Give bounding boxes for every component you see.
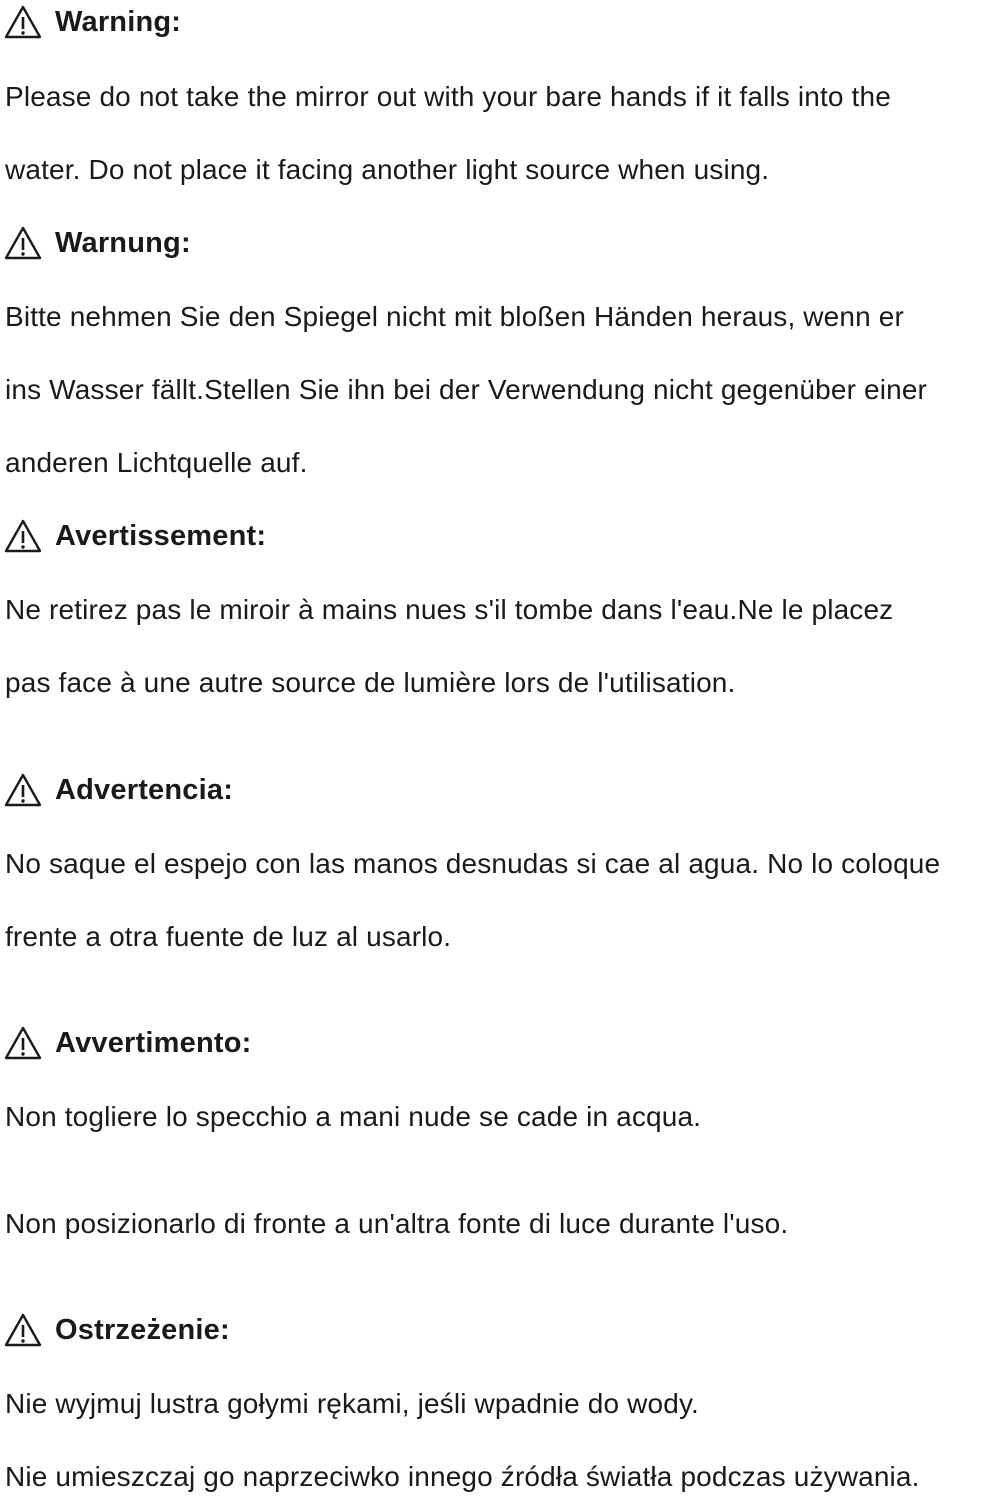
section-text-line: Non togliere lo specchio a mani nude se cade in acqua.: [5, 1101, 702, 1132]
warning-triangle-icon: [4, 519, 42, 553]
section-heading: [0, 516, 266, 556]
section-title: Warning:: [55, 5, 182, 38]
section-heading: [0, 770, 233, 810]
section-title: Ostrzeżenie:: [55, 1313, 230, 1346]
section-text-line: water. Do not place it facing another light source when using.: [5, 154, 770, 185]
section-text-line: pas face à une autre source de lumière lors de l'utilisation.: [5, 667, 736, 698]
section-heading: [0, 2, 181, 42]
warning-triangle-icon: [4, 5, 42, 39]
section-title: Warnung:: [55, 226, 191, 259]
section-heading: [0, 1310, 230, 1350]
section-text-line: anderen Lichtquelle auf.: [5, 447, 308, 478]
section-text-line: No saque el espejo con las manos desnudas si cae al agua. No lo coloque: [5, 848, 941, 879]
section-text-line: frente a otra fuente de luz al usarlo.: [5, 921, 452, 952]
section-heading: [0, 1023, 252, 1063]
section-title: Advertencia:: [55, 773, 234, 806]
warning-triangle-icon: [4, 1313, 42, 1347]
section-title: Avvertimento:: [55, 1026, 252, 1059]
section-text-line: Please do not take the mirror out with your bare hands if it falls into the: [5, 81, 891, 112]
section-text-line: Nie umieszczaj go naprzeciwko innego źródła światła podczas używania.: [5, 1461, 920, 1492]
section-title: Avertissement:: [55, 519, 267, 552]
warning-triangle-icon: [4, 226, 42, 260]
warning-triangle-icon: [4, 773, 42, 807]
section-text-line: Nie wyjmuj lustra gołymi rękami, jeśli wpadnie do wody.: [5, 1388, 699, 1419]
section-heading: [0, 223, 191, 263]
section-text-line: Ne retirez pas le miroir à mains nues s'il tombe dans l'eau.Ne le placez: [5, 594, 894, 625]
section-text-line: ins Wasser fällt.Stellen Sie ihn bei der Verwendung nicht gegenüber einer: [5, 374, 928, 405]
warning-triangle-icon: [4, 1026, 42, 1060]
section-text-line: Non posizionarlo di fronte a un'altra fonte di luce durante l'uso.: [5, 1208, 789, 1239]
section-text-line: Bitte nehmen Sie den Spiegel nicht mit bloßen Händen heraus, wenn er: [5, 301, 904, 332]
